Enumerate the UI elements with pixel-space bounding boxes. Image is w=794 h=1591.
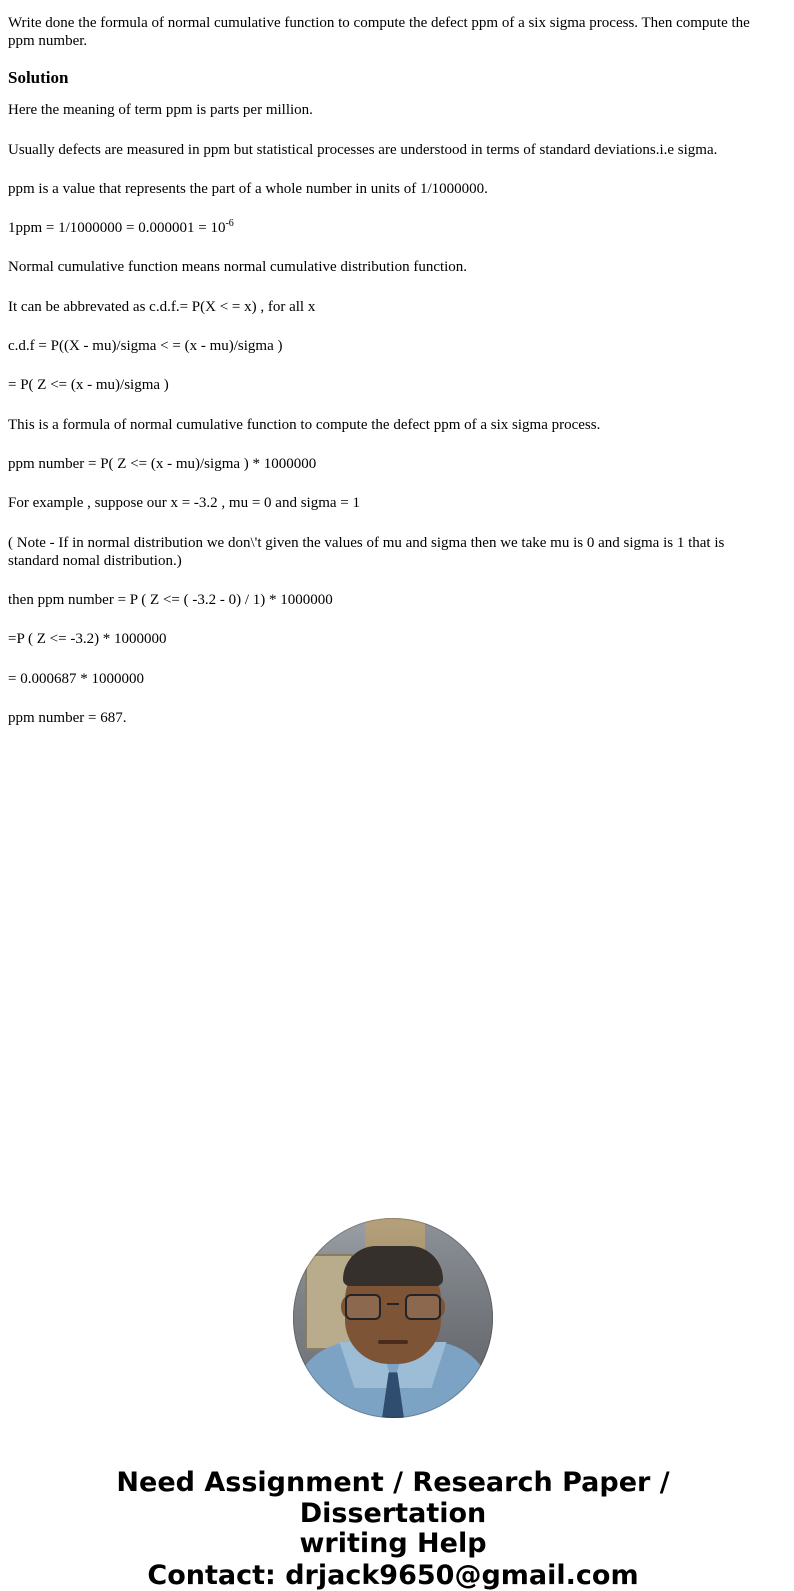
formula-ppm-number: ppm number = P( Z <= (x - mu)/sigma ) * 1000000 <box>8 455 317 472</box>
formula-one-ppm <box>8 219 778 237</box>
formula-one-ppm-text: 1ppm = 1/1000000 = 0.000001 = 10 <box>8 220 226 237</box>
solution-heading: Solution <box>8 67 69 87</box>
formula-cdf-z: = P( Z <= (x - mu)/sigma ) <box>8 377 169 394</box>
paragraph-formula-statement: This is a formula of normal cumulative function to compute the defect ppm of a six sigma process. <box>8 416 601 433</box>
formula-one-ppm-exponent: -6 <box>225 218 234 230</box>
paragraph-ppm-meaning: Here the meaning of term ppm is parts per million. <box>8 102 313 119</box>
portrait-container <box>8 1218 778 1418</box>
calculation-step-3: = 0.000687 * 1000000 <box>8 670 144 687</box>
calculation-result: ppm number = 687. <box>8 710 127 727</box>
content-spacer <box>8 748 778 1218</box>
calculation-step-1: then ppm number = P ( Z <= ( -3.2 - 0) / 1) * 1000000 <box>8 592 333 609</box>
formula-cdf: c.d.f = P((X - mu)/sigma < = (x - mu)/sigma ) <box>8 338 283 355</box>
promo-contact: Contact: drjack9650@gmail.com <box>147 1560 639 1591</box>
promo-line-2: writing Help <box>299 1527 487 1559</box>
paragraph-cdf-abbreviation: It can be abbrevated as c.d.f.= P(X < = x) , for all x <box>8 298 316 315</box>
portrait-border-ring <box>293 1218 493 1418</box>
portrait-photo <box>293 1218 493 1418</box>
calculation-step-2: =P ( Z <= -3.2) * 1000000 <box>8 631 167 648</box>
paragraph-normal-cumulative: Normal cumulative function means normal cumulative distribution function. <box>8 259 468 276</box>
question-text: Write done the formula of normal cumulative function to compute the defect ppm of a six sigma process. Then compute the ppm number. <box>8 15 750 50</box>
paragraph-defects-measured: Usually defects are measured in ppm but statistical processes are understood in terms of standard deviations.i.e sigma. <box>8 141 718 158</box>
paragraph-ppm-definition: ppm is a value that represents the part of a whole number in units of 1/1000000. <box>8 180 488 197</box>
paragraph-note: ( Note - If in normal distribution we don\'t given the values of mu and sigma then we take mu is 0 and sigma is 1 that is standard nomal distribution.) <box>8 534 725 569</box>
paragraph-example: For example , suppose our x = -3.2 , mu = 0 and sigma = 1 <box>8 495 361 512</box>
promo-line-1: Need Assignment / Research Paper / Dissertation <box>116 1467 670 1529</box>
promo-banner <box>8 1468 778 1591</box>
